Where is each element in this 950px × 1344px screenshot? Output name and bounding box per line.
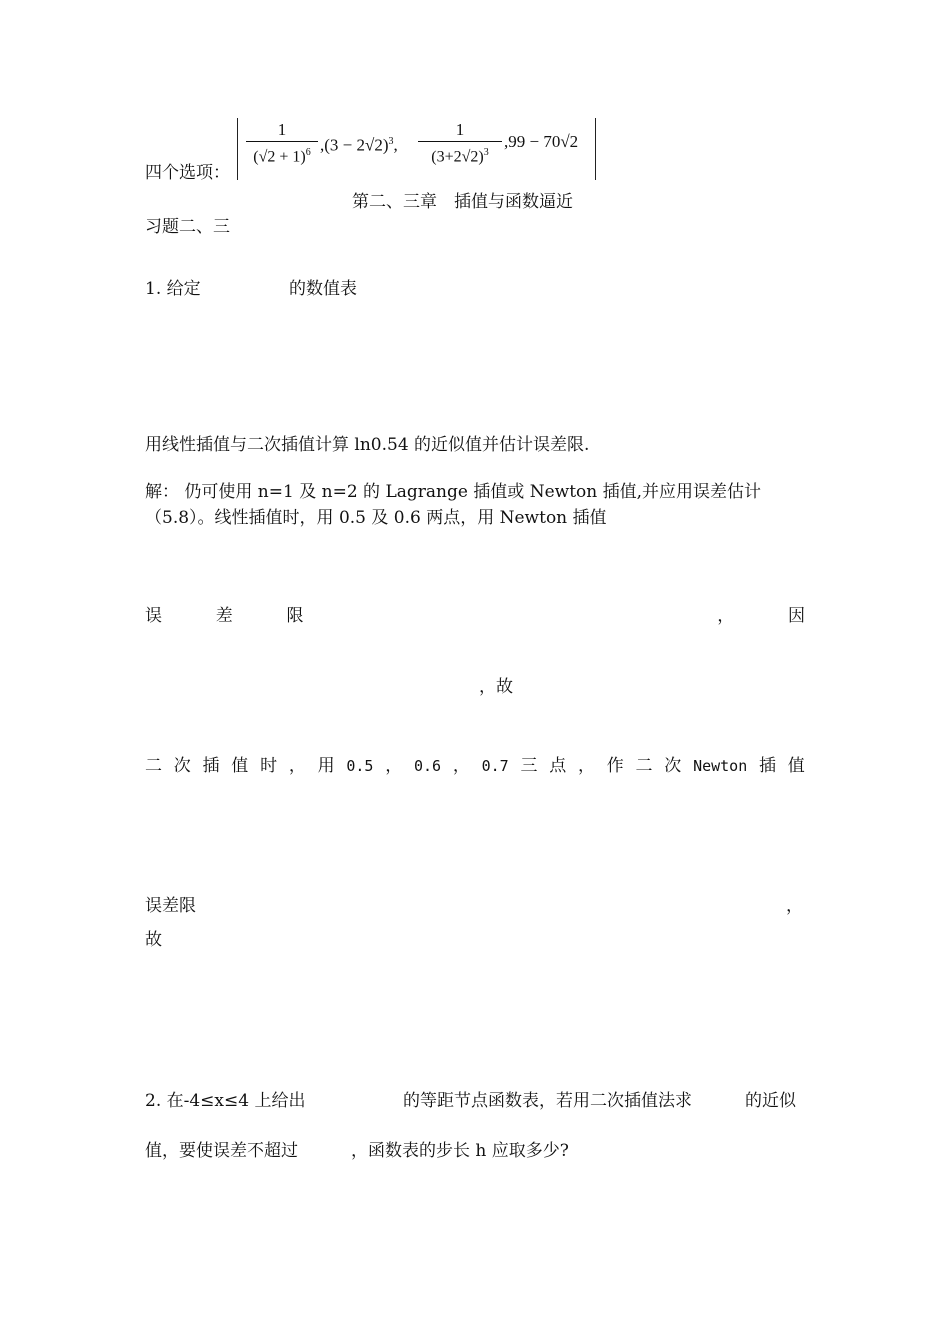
fraction-2-exponent: 3 xyxy=(483,147,489,158)
quad-word: ， xyxy=(385,756,403,776)
exercise-heading: 习题二、三 xyxy=(145,217,230,237)
problem-2-line2-b: ，函数表的步长 h 应取多少? xyxy=(351,1141,569,1161)
quad-word: 次 xyxy=(173,756,191,776)
chapter-title: 第二、三章 插值与函数逼近 xyxy=(352,192,573,212)
quad-word: 二 xyxy=(635,756,653,776)
quad-word: 值 xyxy=(787,756,805,776)
quad-word: 二 xyxy=(145,756,162,776)
err-word: 限 xyxy=(286,606,304,626)
formula-term-2 xyxy=(320,132,398,156)
quad-word: ， xyxy=(452,756,470,776)
term-2-exponent: 3 xyxy=(388,136,394,147)
error-bound-label-2: 误差限 xyxy=(145,896,196,916)
gu-2: 故 xyxy=(145,930,162,950)
quad-word: 插 xyxy=(202,756,220,776)
formula-term-4: ,99 − 70√2 xyxy=(504,132,579,151)
quad-word: 三 xyxy=(520,756,538,776)
problem-1-intro-a: 1. 给定 xyxy=(145,279,201,299)
error-bound-line xyxy=(145,605,805,627)
fraction-1-numerator: 1 xyxy=(277,120,287,139)
solution-line-1: 解： 仍可使用 n=1 及 n=2 的 Lagrange 插值或 Newton 插值,并应用误差估计 xyxy=(145,482,762,502)
problem-1-intro-b: 的数值表 xyxy=(289,279,357,299)
problem-1-task: 用线性插值与二次插值计算 ln0.54 的近似值并估计误差限. xyxy=(145,435,590,455)
quad-word: 作 xyxy=(606,756,624,776)
quad-word: ， xyxy=(288,756,306,776)
fraction-2-numerator: 1 xyxy=(455,120,465,139)
quad-word: ， xyxy=(578,756,595,776)
quad-word: 次 xyxy=(664,756,682,776)
quad-word: 0.6 xyxy=(413,757,442,775)
term-2-comma: , xyxy=(393,135,398,155)
gu-line: ，故 xyxy=(479,677,513,697)
fraction-2-denominator: (3+2√2) xyxy=(431,148,484,166)
fraction-1 xyxy=(246,120,318,167)
err-word: 因 xyxy=(788,606,805,626)
options-formula xyxy=(237,118,596,180)
solution-line-2: （5.8）。线性插值时，用 0.5 及 0.6 两点，用 Newton 插值 xyxy=(145,508,607,528)
problem-2-line1-a: 2. 在-4≤x≤4 上给出 xyxy=(145,1091,306,1111)
quad-word: 0.5 xyxy=(346,757,374,775)
fraction-1-denominator: (√2 + 1) xyxy=(253,148,306,166)
error-bound-comma-2: ， xyxy=(786,896,803,916)
problem-2-line1-c: 的近似 xyxy=(745,1091,796,1111)
quad-word: 用 xyxy=(317,756,335,776)
quad-word: Newton xyxy=(693,757,748,775)
quad-word: 点 xyxy=(549,756,567,776)
options-label: 四个选项： xyxy=(145,163,230,183)
term-2-base: ,(3 − 2√2) xyxy=(320,135,389,155)
fraction-1-exponent: 6 xyxy=(305,147,311,158)
err-word: 差 xyxy=(215,606,233,626)
problem-2-line2-a: 值，要使误差不超过 xyxy=(145,1141,298,1161)
quadratic-line xyxy=(145,755,805,777)
quad-word: 0.7 xyxy=(481,757,509,775)
err-word: ， xyxy=(717,606,735,626)
quad-word: 时 xyxy=(260,756,278,776)
quad-word: 值 xyxy=(231,756,249,776)
err-word: 误 xyxy=(145,606,162,626)
problem-2-line1-b: 的等距节点函数表，若用二次插值法求 xyxy=(403,1091,692,1111)
fraction-2 xyxy=(418,120,502,167)
quad-word: 插 xyxy=(759,756,777,776)
